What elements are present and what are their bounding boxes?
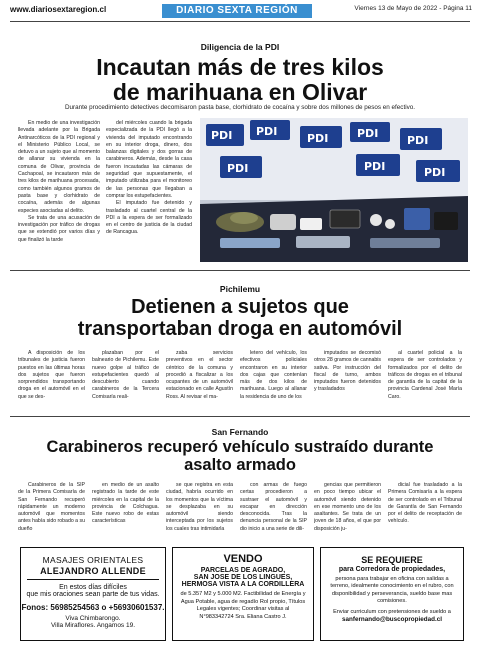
- article2-col3-text: zaba servicios preventivos en el sector céntrico de la comuna y procedió a fiscalizar a los ocupantes de un automóvil estacionado en calle Agustín Ross. Al revisar el ma-: [166, 350, 233, 400]
- article3-headline-line2: asalto armado: [184, 455, 296, 474]
- pdi-sign-4: PDI: [357, 127, 379, 140]
- ad1-phones[interactable]: Fonos: 56985254563 o +56930601537.: [21, 603, 165, 612]
- ad2-title: VENDO: [223, 553, 263, 565]
- article2-headline-line2: transportaban droga en automóvil: [77, 317, 403, 340]
- header-rule: [10, 21, 470, 22]
- article3-col6: [388, 482, 462, 540]
- pdi-sign-1: PDI: [211, 129, 233, 142]
- article2-col4: [240, 350, 307, 410]
- article2-col3: [166, 350, 233, 410]
- ad1-line2: que mis oraciones sean parte de tus vidas.: [26, 591, 160, 598]
- article3-col5: [314, 482, 381, 540]
- ad-masajes: [20, 547, 166, 641]
- article2-kicker: Pichilemu: [219, 284, 261, 294]
- ad2-sub3: HERMOSA VISTA A LA CORDILLERA: [181, 581, 305, 588]
- article1-col2b-text: El imputado fue detenido y trasladado al cuartel central de la PDI a la espera de ser formalizado en el centro de justicia de la ciudad de Rancagua.: [106, 200, 192, 236]
- article1-headline: [0, 55, 480, 105]
- ad1-addr2: Villa Miraflores. Angamos 19.: [50, 622, 136, 629]
- article2-headline-line1: Detienen a sujetos que: [131, 296, 349, 318]
- article3-col4-text: con armas de fuego certas procedieron a sustraer el automóvil y escapar en dirección desconocida. Tras la denuncia personal de la SIP dio inicio a una serie de dili-: [240, 482, 307, 532]
- article2-col1: [18, 350, 85, 410]
- ad3-title: SE REQUIERE: [361, 555, 423, 565]
- article3-col1: [18, 482, 85, 540]
- article3-headline: [0, 439, 480, 475]
- pdi-sign-8: PDI: [424, 166, 446, 179]
- article1-col1b-text: Se trata de una acusación de investigación por tráfico de drogas que se extendió por varios días y que finalizó la tarde: [18, 214, 100, 243]
- ad1-addr1: Viva Chimbarongo.: [65, 615, 121, 622]
- ad1-name: ALEJANDRO ALLENDE: [40, 566, 146, 576]
- ad1-divider: [27, 579, 159, 580]
- article2-col1-text: A disposición de los tribunales de justicia fueron puestos en las últimas horas dos sujetos que fueron sorprendidos transportando droga en el automóvil en el que se des-: [18, 350, 85, 400]
- article1-col1: [18, 120, 100, 262]
- article2-col6: [388, 350, 462, 410]
- article1-deck: Durante procedimiento detectives decomisaron pasta base, clorhidrato de cocaína y sobre dos millones de pesos en efectivo.: [64, 104, 416, 111]
- pdi-sign-2: PDI: [256, 125, 278, 138]
- ad2-sub2: SAN JOSE DE LOS LINGUES,: [193, 574, 293, 581]
- article2-col5-text: imputados se decomisó otros 28 gramos de cannabis sativa. Por instrucción del fiscal de turno, ambos imputados fueron detenidos y trasladados: [314, 350, 381, 393]
- ad2-sub1: PARCELAS DE AGRADO,: [200, 567, 286, 574]
- article3-headline-line1: Carabineros recuperó vehículo sustraído durante: [46, 438, 434, 456]
- article1-headline-line2: de marihuana en Olivar: [112, 78, 368, 105]
- evidence-photo: [200, 118, 468, 262]
- article3-col4: [240, 482, 307, 540]
- article2-col6-text: al cuartel policial a la espera de ser controlados y formalizados por el delito de tráficos de drogas en el tribunal de garantía de la capital de la provincia Cardenal José María Caro.: [388, 350, 462, 400]
- ad3-email[interactable]: sanfernando@buscopropiedad.cl: [342, 616, 442, 624]
- article3-kicker: San Fernando: [211, 427, 269, 437]
- article3-col2: [92, 482, 159, 540]
- pdi-sign-5: PDI: [407, 134, 429, 147]
- article3-col5-text: gencias que permitieron en poco tiempo ubicar el automóvil siendo detenido en ese momento uno de los asaltantes. Se trata de un joven de 18 años, el que por disposición ju-: [314, 482, 381, 532]
- ad1-line1: En estos días difíciles: [59, 584, 127, 591]
- article3-col6-text: dicial fue trasladado a la Primera Comisaría a la espera de ser controlado en el Tribunal de Garantía de San Fernando por el delito de receptación de vehículo.: [388, 482, 462, 525]
- masthead-title: DIARIO SEXTA REGIÓN: [176, 5, 298, 16]
- ad3-sub: para Corredora de propiedades,: [338, 566, 446, 573]
- ad3-body: persona para trabajar en oficina con salidas a terreno, idealmente conocimiento en el rubro, con disponibilidad y perseverancia, sueldo base mas comisiones.: [330, 576, 454, 604]
- article3-col2-text: en medio de un asalto registrado la tarde de este miércoles en la capital de la provincia de Colchagua. Este nuevo robo de estas características: [92, 482, 159, 525]
- article1-kicker: Diligencia de la PDI: [200, 42, 280, 52]
- article2-headline: [0, 297, 480, 340]
- masthead-band: [162, 4, 312, 18]
- article3-col3: [166, 482, 233, 540]
- date-page: Viernes 13 de Mayo de 2022 - Página 11: [354, 5, 472, 12]
- article1-headline-line1: Incautan más de tres kilos: [96, 54, 384, 80]
- article1-col1-text: En medio de una investigación llevada adelante por la Brigada Antinarcóticos de la PDI regional y el Ministerio Público Local, se detuvo a un sujeto que al momento de allanar su vivienda en la comuna de Olivar, provincia de Cachapoal, se incautaron más de tres kilos de marihuana procesada, como también algunos gramos de pasta base y clorhidrato de cocaína, además de algunas especies asociadas al delito.: [18, 120, 100, 214]
- pdi-sign-7: PDI: [364, 160, 386, 173]
- ad-se-requiere: [320, 547, 464, 641]
- article2-col2-text: plazaban por el balneario de Pichilemu. Este nuevo golpe al tráfico de estupefacientes quedó al descubierto cuando carabineros de la Tercera Comisaría reali-: [92, 350, 159, 400]
- site-url[interactable]: www.diariosextaregion.cl: [10, 5, 107, 14]
- ad-vendo: [172, 547, 314, 641]
- section-rule-1: [10, 270, 470, 271]
- evidence-photo-svg: [200, 118, 468, 262]
- article3-col3-text: se que registra en esta ciudad, habría ocurrido en los momentos que la víctima se desplazaba en su automóvil siendo interceptada por los sujetos los cuales tras intimidarla: [166, 482, 233, 532]
- section-rule-2: [10, 416, 470, 417]
- pdi-sign-3: PDI: [307, 132, 329, 145]
- article2-col4-text: letero del vehículo, los efectivos policiales encontraron en su interior dos cajas que contenían más de dos kilos de marihuana. Luego al allanar la residencia de uno de los: [240, 350, 307, 400]
- pdi-sign-6: PDI: [227, 162, 249, 175]
- ad2-body: de 5.357 M2 y 5.000 M2. Factibilidad de Energía y Agua Potable, agua de regadío Rol propio, Títulos Legales vigentes; Coordinar visitas al N°983342724 Sra. Eliana Castro J.: [180, 591, 306, 620]
- article3-col1-text: Carabineros de la SIP de la Primera Comisaría de San Fernando recuperó rápidamente un moderno automóvil que momentos antes había sido robado a su dueño: [18, 482, 85, 532]
- article2-col5: [314, 350, 381, 410]
- page-header: [0, 0, 480, 22]
- ad3-cta: Enviar curriculum con pretensiones de sueldo a: [333, 609, 451, 616]
- ad1-title: MASAJES ORIENTALES: [42, 555, 144, 565]
- article1-col2: [106, 120, 192, 262]
- article2-col2: [92, 350, 159, 410]
- article1-col2-text: del miércoles cuando la brigada especializada de la PDI llegó a la vivienda del imputado encontrando en su interior droga, dinero, dos balanzas digitales y dos gorras de carabineros. Además, desde la casa fueron incautadas las cámaras de seguridad que supuestamente, el imputado utilizaba para el monitoreo de las personas que llegaban a comprar los estupefacientes.: [106, 120, 192, 199]
